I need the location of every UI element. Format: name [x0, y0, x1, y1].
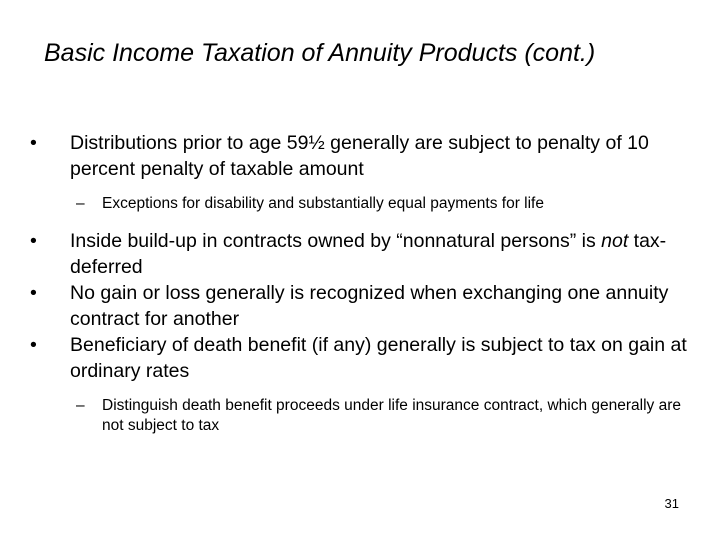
sub-bullet-distinguish — [0, 396, 720, 436]
slide-title: Basic Income Taxation of Annuity Products (cont.) — [44, 39, 596, 67]
bullet-distributions — [0, 130, 720, 182]
bullet-marker: • — [30, 132, 37, 154]
sub-bullet-marker: – — [76, 195, 85, 212]
sub-bullet-text: Distinguish death benefit proceeds under life insurance contract, which generally are not subject to tax — [102, 397, 682, 434]
sub-bullet-text: Exceptions for disability and substantially equal payments for life — [102, 195, 544, 212]
bullet-text: No gain or loss generally is recognized when exchanging one annuity contract for another — [70, 282, 669, 330]
sub-bullet-marker: – — [76, 397, 85, 414]
bullet-text: Distributions prior to age 59½ generally are subject to penalty of 10 percent penalty of taxable amount — [70, 132, 649, 180]
bullet-marker: • — [30, 334, 37, 356]
bullet-text-before: Inside build-up in contracts owned by “nonnatural persons” is — [70, 230, 602, 252]
bullet-marker: • — [30, 282, 37, 304]
bullet-text: Beneficiary of death benefit (if any) generally is subject to tax on gain at ordinary rates — [70, 334, 687, 382]
bullet-marker: • — [30, 230, 37, 252]
bullet-text-after: tax-deferred — [70, 230, 667, 278]
sub-bullet-exceptions — [0, 194, 720, 214]
bullet-beneficiary — [0, 332, 720, 384]
bullet-no-gain-or-loss — [0, 280, 720, 332]
bullet-inside-build-up — [0, 228, 720, 280]
slide-body — [0, 130, 720, 436]
bullet-text-emphasis: not — [601, 230, 629, 252]
page-number: 31 — [664, 496, 679, 511]
